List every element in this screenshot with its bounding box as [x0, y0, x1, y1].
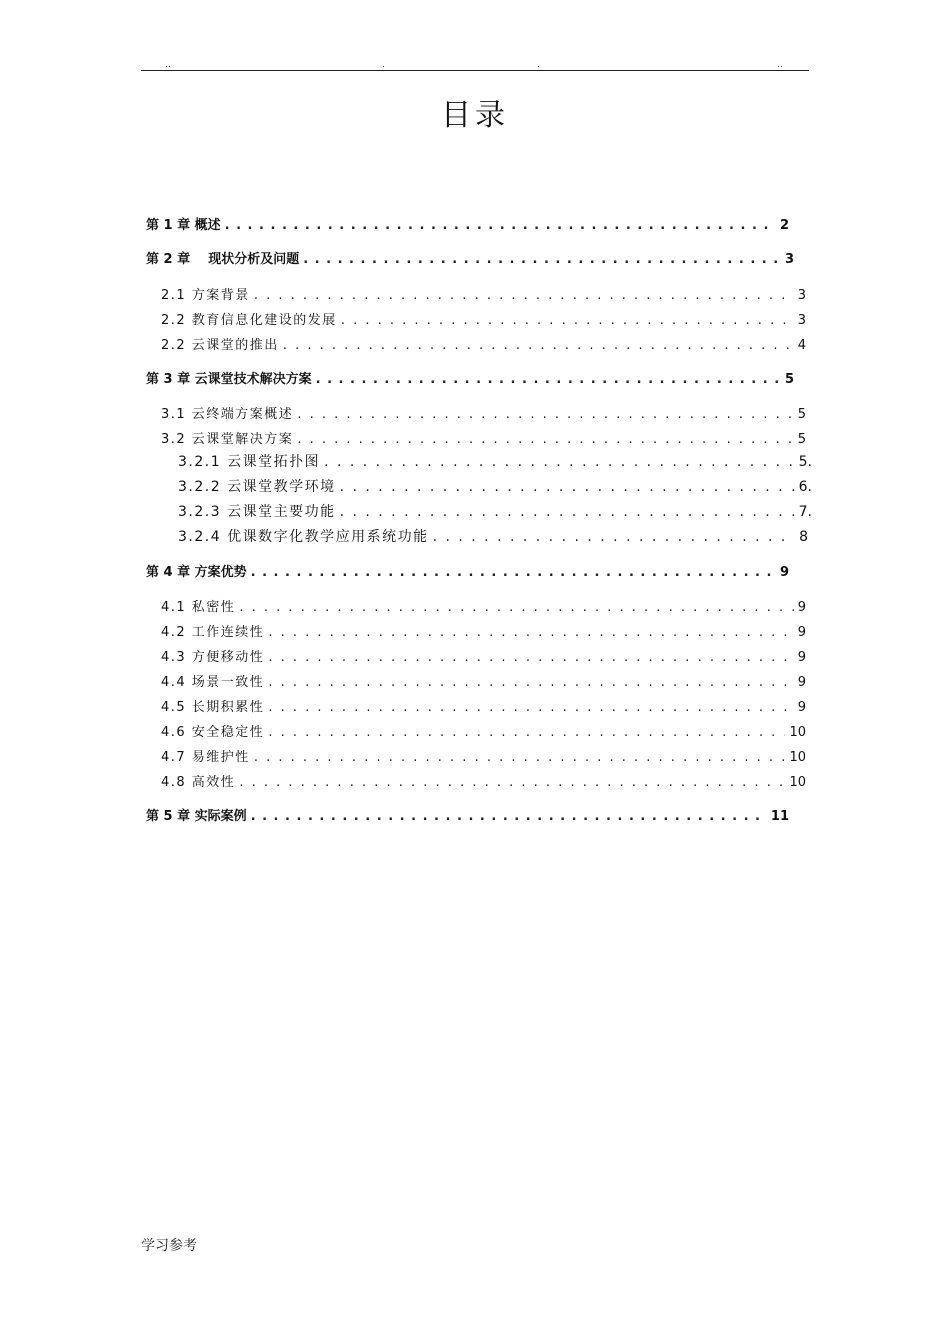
toc-entry-label: 3.2.3 云课堂主要功能 [178, 504, 336, 520]
toc-entry-label: 3.2 云课堂解决方案 [161, 432, 294, 447]
toc-entry-label: 4.6 安全稳定性 [161, 725, 265, 740]
toc-entry-page: 6. [798, 479, 812, 495]
toc-entry-page: 8 [799, 529, 808, 545]
toc-entry-section[interactable] [161, 428, 806, 447]
toc-entry-page: 5 [797, 432, 806, 447]
toc-entry-page: 10 [789, 750, 806, 765]
toc-entry-chapter-4[interactable] [146, 561, 789, 580]
toc-entry-page: 9 [797, 650, 806, 665]
toc-entry-label: 3.2.1 云课堂拓扑图 [178, 454, 321, 470]
dot-leader [251, 565, 776, 580]
dot-leader [268, 700, 793, 715]
dot-leader [254, 288, 794, 303]
dot-leader [268, 675, 793, 690]
toc-entry-subsection[interactable] [178, 501, 812, 521]
toc-entry-section[interactable] [161, 284, 806, 303]
toc-entry-label: 3.1 云终端方案概述 [161, 407, 294, 422]
toc-entry-page: 9 [797, 675, 806, 690]
dot-leader [303, 252, 781, 267]
toc-entry-page: 9 [779, 565, 789, 580]
dot-leader [324, 454, 795, 470]
toc-entry-chapter-1[interactable] [146, 214, 789, 233]
toc-entry-page: 10 [789, 775, 806, 790]
header-mark: . [537, 60, 540, 70]
toc-entry-section[interactable] [161, 746, 806, 765]
toc-entry-page: 11 [770, 809, 789, 824]
toc-entry-chapter-2[interactable] [146, 248, 794, 267]
toc-entry-section[interactable] [161, 309, 806, 328]
toc-entry-subsection[interactable] [178, 476, 812, 496]
toc-entry-page: 4 [797, 338, 806, 353]
dot-leader [340, 504, 795, 520]
dot-leader [254, 750, 786, 765]
toc-entry-label: 4.3 方便移动性 [161, 650, 265, 665]
dot-leader [316, 372, 781, 387]
dot-leader [433, 529, 796, 545]
dot-leader [225, 218, 776, 233]
toc-entry-page: 5 [797, 407, 806, 422]
dot-leader [283, 338, 794, 353]
toc-entry-subsection[interactable] [178, 526, 808, 546]
toc-entry-label: 第 4 章 方案优势 [146, 565, 247, 580]
dot-leader [268, 650, 793, 665]
page-title: 目录 [441, 98, 509, 133]
header-mark: . [382, 60, 385, 70]
toc-entry-label: 3.2.2 云课堂教学环境 [178, 479, 336, 495]
toc-entry-label: 第 5 章 实际案例 [146, 809, 247, 824]
toc-entry-section[interactable] [161, 771, 806, 790]
dot-leader [340, 479, 795, 495]
toc-entry-section[interactable] [161, 696, 806, 715]
toc-entry-label: 4.7 易维护性 [161, 750, 250, 765]
dot-leader [297, 432, 793, 447]
toc-entry-page: 10 [789, 725, 806, 740]
toc-entry-label: 3.2.4 优课数字化教学应用系统功能 [178, 529, 429, 545]
toc-entry-page: 9 [797, 625, 806, 640]
footer-text: 学习参考 [141, 1238, 197, 1254]
toc-entry-label: 2.1 方案背景 [161, 288, 250, 303]
toc-entry-page: 5. [798, 454, 812, 470]
dot-leader [239, 775, 785, 790]
toc-entry-label: 4.4 场景一致性 [161, 675, 265, 690]
toc-entry-page: 3 [797, 313, 806, 328]
toc-entry-chapter-5[interactable] [146, 805, 789, 824]
toc-entry-label: 2.2 教育信息化建设的发展 [161, 313, 337, 328]
dot-leader [268, 725, 785, 740]
toc-entry-label: 4.2 工作连续性 [161, 625, 265, 640]
toc-entry-label: 4.8 高效性 [161, 775, 236, 790]
toc-entry-section[interactable] [161, 671, 806, 690]
toc-entry-section[interactable] [161, 403, 806, 422]
toc-entry-section[interactable] [161, 721, 806, 740]
toc-entry-page: 2 [779, 218, 789, 233]
toc-entry-subsection[interactable] [178, 451, 812, 471]
toc-entry-label: 4.5 长期积累性 [161, 700, 265, 715]
toc-entry-section[interactable] [161, 596, 806, 615]
toc-entry-page: 3 [797, 288, 806, 303]
toc-entry-section[interactable] [161, 646, 806, 665]
dot-leader [341, 313, 794, 328]
toc-entry-page: 9 [797, 700, 806, 715]
toc-entry-page: 5 [784, 372, 794, 387]
dot-leader [268, 625, 793, 640]
toc-entry-label: 2.2 云课堂的推出 [161, 338, 279, 353]
header-mark: .. [777, 60, 783, 70]
dot-leader [297, 407, 793, 422]
toc-entry-page: 3 [784, 252, 794, 267]
toc-entry-label: 第 3 章 云课堂技术解决方案 [146, 372, 312, 387]
dot-leader [239, 600, 793, 615]
toc-entry-page: 7. [798, 504, 812, 520]
header-mark: .. [165, 60, 171, 70]
dot-leader [251, 809, 767, 824]
toc-entry-section[interactable] [161, 621, 806, 640]
toc-entry-section[interactable] [161, 334, 806, 353]
toc-entry-label: 第 1 章 概述 [146, 218, 221, 233]
toc-entry-chapter-3[interactable] [146, 368, 794, 387]
toc-entry-label: 第 2 章 现状分析及问题 [146, 252, 300, 267]
toc-entry-label: 4.1 私密性 [161, 600, 236, 615]
toc-entry-page: 9 [797, 600, 806, 615]
